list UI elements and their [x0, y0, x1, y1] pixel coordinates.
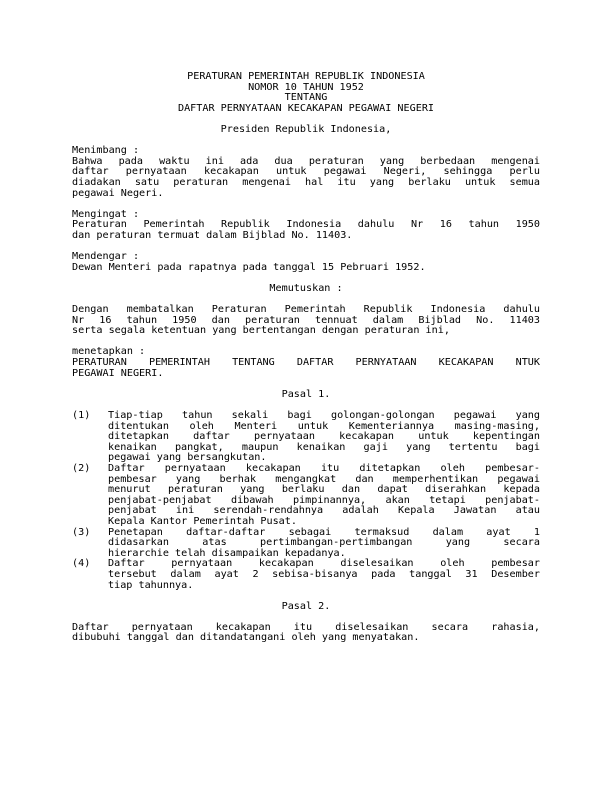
item-line: menurut peraturan yang berlaku dan dapat diserahkan kepada — [108, 484, 540, 496]
memutuskan-line: Dengan membatalkan Peraturan Pemerintah Republik Indonesia dahulu — [72, 304, 540, 316]
president-line: Presiden Republik Indonesia, — [220, 123, 392, 135]
mendengar-line: Dewan Menteri pada rapatnya pada tanggal 15 Pebruari 1952. — [72, 261, 426, 273]
mendengar-section — [72, 252, 540, 273]
menimbang-line: diadakan satu peraturan mengenai hal itu yang berlaku untuk semua — [72, 176, 540, 188]
item-line: hierarchie telah disampaikan kepadanya. — [108, 547, 346, 559]
menetapkan-label: menetapkan : — [72, 346, 146, 358]
memutuskan-label: Memutuskan : — [269, 282, 343, 294]
item-line: ditetapkan daftar pernyataan kecakapan untuk kepentingan — [108, 431, 540, 443]
item-line: tersebut dalam ayat 2 sebisa-bisanya pada tanggal 31 Desember — [108, 568, 540, 580]
pasal-2-line: Daftar pernyataan kecakapan itu diselesaikan secara rahasia, — [72, 621, 540, 633]
item-line: Daftar pernyataan kecakapan diselesaikan oleh pembesar — [108, 558, 540, 570]
pasal-1-item-2 — [72, 464, 540, 528]
item-line: kenaikan pangkat, maupun kenaikan gaji yang tertentu bagi — [108, 441, 540, 453]
item-line: tiap tahunnya. — [108, 579, 194, 591]
title-line-3: TENTANG — [284, 92, 328, 104]
menimbang-section — [72, 146, 540, 199]
item-number: (4) — [72, 558, 91, 570]
menimbang-line: daftar pernyataan kecakapan untuk pegawai Negeri, sehingga perlu — [72, 166, 540, 178]
mengingat-label: Mengingat : — [72, 208, 140, 220]
menetapkan-section — [72, 347, 540, 379]
item-number: (1) — [72, 410, 91, 421]
pasal-1-item-3 — [72, 528, 540, 560]
pasal-2-section — [72, 623, 540, 644]
document-page — [72, 72, 540, 644]
pasal-1-title: Pasal 1. — [281, 388, 331, 400]
item-line: didasarkan atas pertimbangan-pertimbangan yang secara — [108, 537, 540, 549]
memutuskan-line: Nr 16 tahun 1950 dan peraturan tennuat dalam Bijblad No. 11403 — [72, 314, 540, 326]
menetapkan-line: PEGAWAI NEGERI. — [72, 367, 164, 379]
memutuskan-line: serta segala ketentuan yang bertentangan dengan peraturan ini, — [72, 325, 450, 337]
menimbang-line: Bahwa pada waktu ini ada dua peraturan yang berbedaan mengenai — [72, 155, 540, 167]
item-line: pegawai yang bersangkutan. — [108, 452, 267, 464]
pasal-2-line: dibubuhi tanggal dan ditandatangani oleh yang menyatakan. — [72, 632, 420, 644]
memutuskan-section — [72, 305, 540, 337]
menimbang-line: pegawai Negeri. — [72, 187, 164, 199]
pasal-2-title: Pasal 2. — [281, 600, 331, 612]
item-line: penjabat ini serendah-rendahnya adalah Kepala Jawatan atau — [108, 505, 540, 517]
item-line: Tiap-tiap tahun sekali bagi golongan-golongan pegawai yang — [108, 410, 540, 421]
pasal-1-item-4 — [72, 559, 540, 591]
pasal-1-item-1 — [72, 411, 540, 464]
item-number: (2) — [72, 462, 91, 474]
item-line: pembesar yang berhak mengangkat dan memperhentikan pegawai — [108, 473, 540, 485]
item-line: Penetapan daftar-daftar sebagai termaksud dalam ayat 1 — [108, 526, 540, 538]
item-number: (3) — [72, 526, 91, 538]
mendengar-label: Mendengar : — [72, 251, 140, 263]
item-line: Kepala Kantor Pemerintah Pusat. — [108, 515, 297, 527]
menetapkan-line: PERATURAN PEMERINTAH TENTANG DAFTAR PERNYATAAN KECAKAPAN NTUK — [72, 357, 540, 369]
item-line: penjabat-penjabat dibawah pimpinannya, akan tetapi penjabat- — [108, 494, 540, 506]
item-line: ditentukan oleh Menteri untuk Kementeriannya masing-masing, — [108, 420, 540, 432]
title-line-1: PERATURAN PEMERINTAH REPUBLIK INDONESIA — [187, 71, 425, 82]
title-line-4: DAFTAR PERNYATAAN KECAKAPAN PEGAWAI NEGERI — [177, 102, 435, 114]
mengingat-section — [72, 210, 540, 242]
mengingat-line: dan peraturan termuat dalam Bijblad No. 11403. — [72, 229, 353, 241]
title-line-2: NOMOR 10 TAHUN 1952 — [248, 81, 364, 93]
menimbang-label: Menimbang : — [72, 145, 140, 157]
item-line: Daftar pernyataan kecakapan itu ditetapkan oleh pembesar- — [108, 462, 540, 474]
mengingat-line: Peraturan Pemerintah Republik Indonesia dahulu Nr 16 tahun 1950 — [72, 219, 540, 231]
